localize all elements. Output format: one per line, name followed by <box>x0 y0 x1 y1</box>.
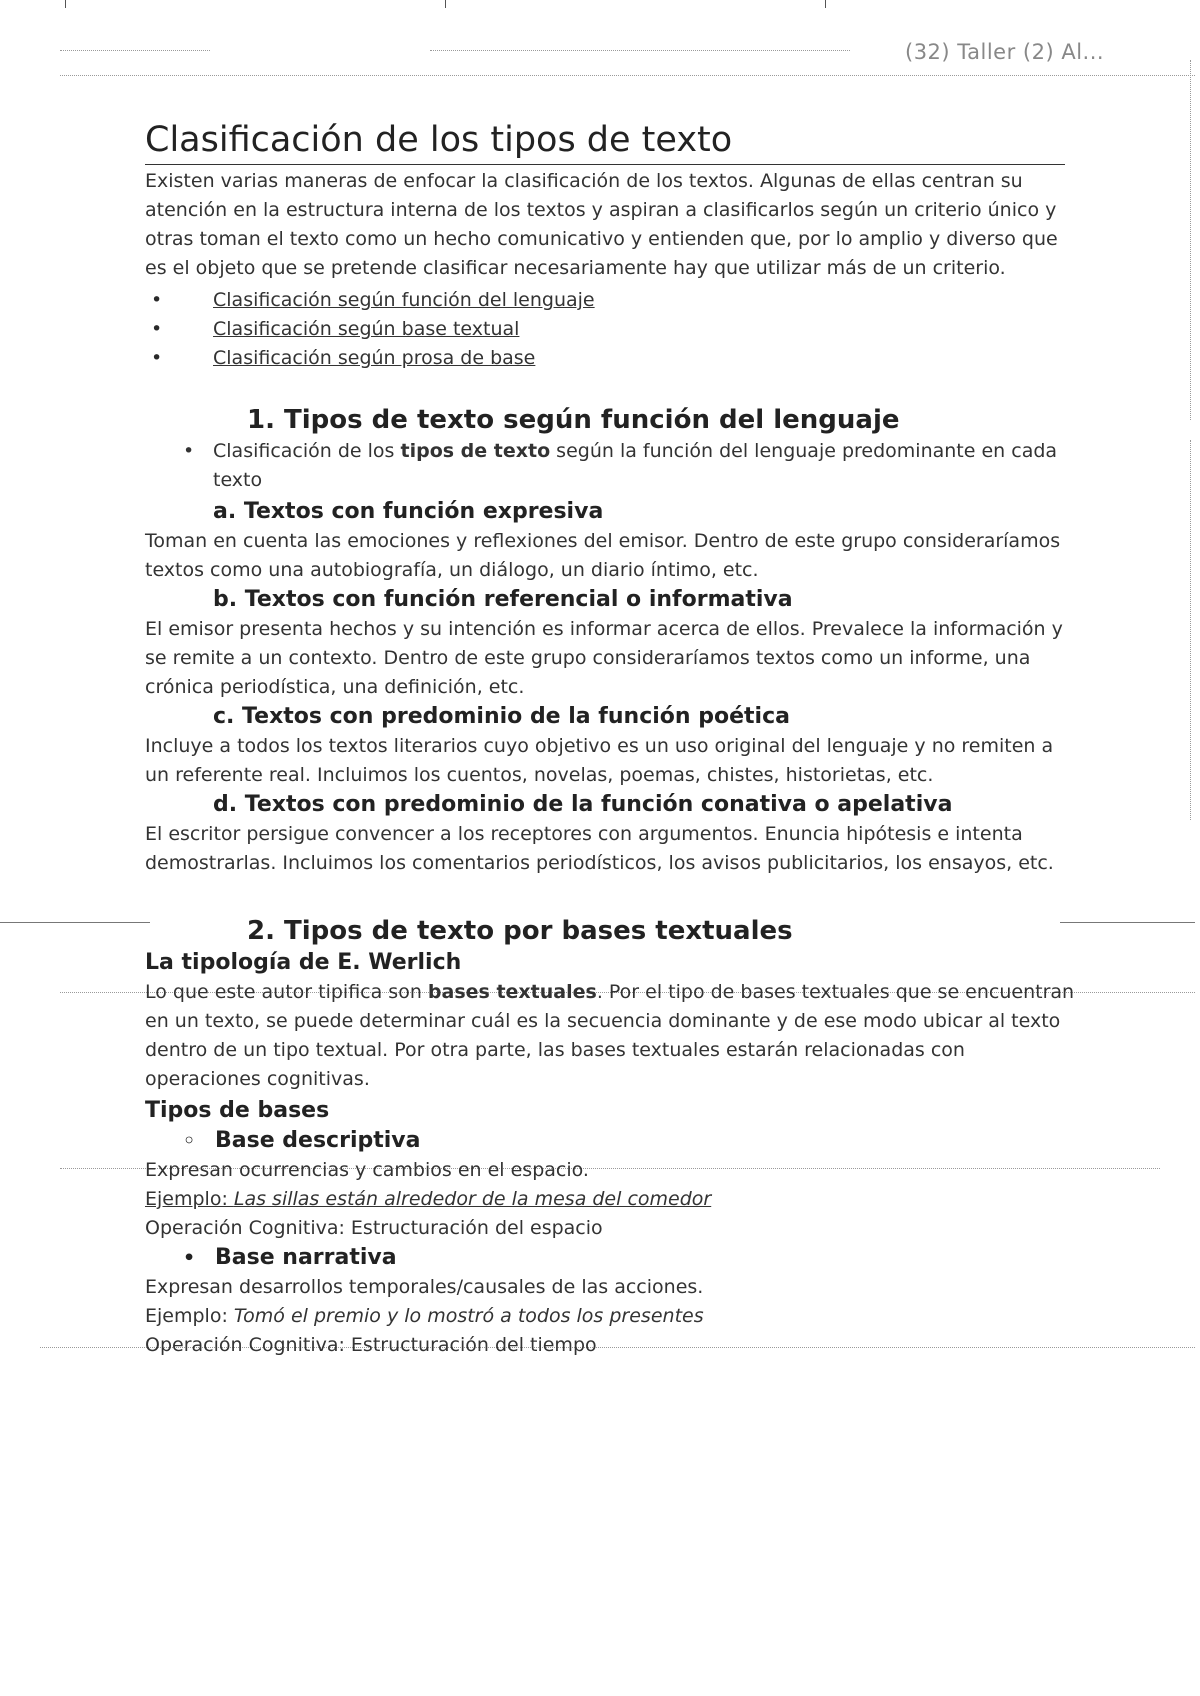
document-content <box>145 118 1075 1360</box>
base-operation-narrativa: Operación Cognitiva: Estructuración del tiempo <box>145 1334 597 1356</box>
bullet-text-post: según la función del lenguaje predominante en cada texto <box>213 440 1058 491</box>
scan-tick <box>65 0 66 8</box>
bullet-icon: • <box>151 318 163 340</box>
scan-noise-line <box>0 922 150 923</box>
example-text: Tomó el premio y lo mostró a todos los presentes <box>233 1305 704 1327</box>
werlich-heading: La tipología de E. Werlich <box>145 950 462 975</box>
bullet-icon: • <box>183 440 195 462</box>
scan-tick <box>825 0 826 8</box>
page-title: Clasificación de los tipos de texto <box>145 120 733 160</box>
bullet-icon: • <box>151 347 163 369</box>
function-heading-expresiva: a. Textos con función expresiva <box>213 499 604 524</box>
base-desc-narrativa: Expresan desarrollos temporales/causales de las acciones. <box>145 1276 704 1298</box>
base-name: Base descriptiva <box>215 1128 421 1153</box>
bases-heading: Tipos de bases <box>145 1098 330 1123</box>
bullet-icon: • <box>151 289 163 311</box>
function-text-conativa: El escritor persigue convencer a los receptores con argumentos. Enuncia hipótesis e intenta demostrarlas. Incluimos los comentarios periodísticos, los avisos publicitarios, los ensayos, etc. <box>145 823 1054 874</box>
classification-links <box>145 286 1075 373</box>
base-desc-descriptiva: Expresan ocurrencias y cambios en el espacio. <box>145 1159 589 1181</box>
intro-paragraph: Existen varias maneras de enfocar la clasificación de los textos. Algunas de ellas centran su atención en la estructura interna de los textos y aspiran a clasificarlos según un criterio único y otras toman el texto como un hecho comunicativo y entienden que, por lo amplio y diverso que es el objeto que se pretende clasificar necesariamente hay que utilizar más de un criterio. <box>145 170 1058 279</box>
werlich-text-bold: bases textuales <box>427 981 597 1003</box>
section2-heading: 2. Tipos de texto por bases textuales <box>247 916 793 946</box>
bullet-text-pre: Clasificación de los <box>213 440 401 462</box>
link-base-textual[interactable]: Clasificación según base textual <box>213 318 520 340</box>
scan-noise-edge <box>1190 60 1191 420</box>
bullet-text-bold: tipos de texto <box>400 440 551 462</box>
base-example-descriptiva <box>145 1185 1075 1214</box>
scan-noise-line <box>60 75 1195 76</box>
title-underline <box>145 164 1065 165</box>
example-label: Ejemplo: <box>145 1305 234 1327</box>
list-item <box>145 286 1075 315</box>
link-prosa-base[interactable]: Clasificación según prosa de base <box>213 347 536 369</box>
bullet-icon: ◦ <box>183 1130 196 1152</box>
bullet-icon: • <box>183 1247 196 1269</box>
scan-noise-line <box>430 50 850 51</box>
base-heading-descriptiva <box>145 1126 1075 1156</box>
function-heading-referencial: b. Textos con función referencial o informativa <box>213 587 793 612</box>
example-text: Las sillas están alrededor de la mesa del comedor <box>233 1188 712 1210</box>
function-text-poetica: Incluye a todos los textos literarios cuyo objetivo es un uso original del lenguaje y no remiten a un referente real. Incluimos los cuentos, novelas, poemas, chistes, historietas, etc. <box>145 735 1054 786</box>
function-text-expresiva: Toman en cuenta las emociones y reflexiones del emisor. Dentro de este grupo consideraríamos textos como una autobiografía, un diálogo, un diario íntimo, etc. <box>145 530 1061 581</box>
function-heading-poetica: c. Textos con predominio de la función poética <box>213 704 790 729</box>
base-operation-descriptiva: Operación Cognitiva: Estructuración del espacio <box>145 1217 603 1239</box>
base-example-narrativa <box>145 1302 1075 1331</box>
base-heading-narrativa <box>145 1243 1075 1273</box>
function-heading-conativa: d. Textos con predominio de la función conativa o apelativa <box>213 792 953 817</box>
werlich-text-post: . Por el tipo de bases textuales que se encuentran en un texto, se puede determinar cuál es la secuencia dominante y de ese modo ubicar al texto dentro de un tipo textual. Por otra parte, las bases textuales estarán relacionadas con operaciones cognitivas. <box>145 981 1075 1090</box>
scan-noise-line <box>1060 922 1195 923</box>
werlich-paragraph <box>145 978 1075 1094</box>
function-text-referencial: El emisor presenta hechos y su intención es informar acerca de ellos. Prevalece la información y se remite a un contexto. Dentro de este grupo consideraríamos textos como un informe, una crónica periodística, una definición, etc. <box>145 618 1063 698</box>
scan-tick <box>445 0 446 8</box>
example-label: Ejemplo: <box>145 1188 234 1210</box>
header-mark: (32) Taller (2) Al... <box>905 40 1105 64</box>
scan-noise-edge <box>1190 440 1191 820</box>
werlich-text-pre: Lo que este autor tipifica son <box>145 981 428 1003</box>
link-funcion-lenguaje[interactable]: Clasificación según función del lenguaje <box>213 289 595 311</box>
base-name: Base narrativa <box>215 1245 397 1270</box>
scan-noise-line <box>60 50 210 51</box>
list-item <box>145 344 1075 373</box>
section1-heading: 1. Tipos de texto según función del lenguaje <box>247 405 900 435</box>
list-item <box>145 315 1075 344</box>
section1-bullet <box>145 437 1075 495</box>
